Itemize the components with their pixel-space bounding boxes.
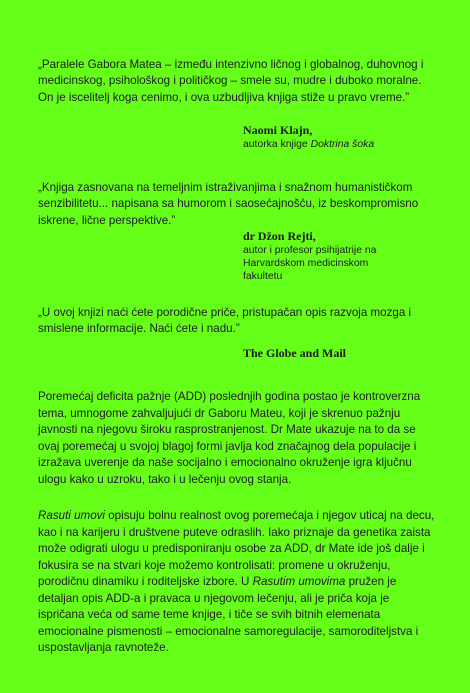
testimonial-quote-2: „Knjiga zasnovana na temeljnim istraživanjima i snažnom humanističkom senzibilitetu... napisana sa humorom i saosećajnošću, iz beskompromisno iskrene, lične perspektive.” — [38, 181, 419, 227]
testimonial-attribution-2 — [243, 229, 443, 284]
testimonial-quote-3: „U ovoj knjizi naći ćete porodične priče, pristupačan opis razvoja mozga i smislene informacije. Naći ćete i nadu.” — [38, 306, 412, 336]
book-title: Rasuti umovi — [38, 509, 106, 522]
testimonial-source-name: The Globe and Mail — [243, 346, 347, 360]
testimonial-quote-1: „Paralele Gabora Matea – između intenzivno ličnog i globalnog, duhovnog i medicinskog, psihološkog i političkog – smele su, mudre i duboko moralne. On je iscelitelj koga cenimo, i ova uzbudljiva knjiga stiže u pravo vreme.” — [38, 58, 424, 104]
testimonial-author-role — [243, 138, 443, 151]
description-paragraph-1: Poremećaj deficita pažnje (ADD) poslednjih godina postao je kontroverzna tema, umnogome zahvaljujući dr Gaboru Mateu, koji je skrenuo pažnju javnosti na njegovu široku rasprostranjenost. Dr Mate ukazuje na to da se ovaj poremećaj u svojoj blagoj formi javlja kod značajnog dela populacije i izražava uverenje da naše socijalno i emocionalno okruženje igra ključnu ulogu kako u uzroku, tako i u lečenju ovog stanja. — [38, 390, 421, 486]
book-title: Doktrina šoka — [310, 139, 375, 150]
paragraph-text: pružen je detaljan opis ADD-a i pravaca u njegovom lečenju, ali je priča koja je ispričana veća od same teme knjige, i tiče se svih bitnih elemenata emocionalne pismenosti – emocionalne samoregulacije, samoroditeljstva i uspostavljanja ravnoteže. — [38, 575, 419, 654]
testimonial-author-role: autor i profesor psihijatrije na Harvardskom medicinskom fakultetu — [243, 245, 377, 283]
testimonial-attribution-1 — [243, 123, 443, 151]
testimonial-author-name: dr Džon Rejti, — [243, 229, 316, 243]
testimonial-attribution-3 — [243, 346, 443, 361]
testimonial-author-name: Naomi Klajn, — [243, 123, 313, 137]
author-role-text: autorka knjige — [243, 139, 311, 150]
book-title: Rasutim umovima — [252, 575, 346, 588]
description-paragraph-2 — [38, 508, 438, 657]
paragraph-text: opisuju bolnu realnost ovog poremećaja i njegov uticaj na decu, kao i na karijeru i društvene puteve odraslih. Iako priznaje da genetika zaista može odigrati ulogu u predisponiranju osobe za ADD, dr Mate ide još dalje i fokusira se na stvari koje možemo kontrolisati: promene u okruženju, porodičnu dinamiku i roditeljske izbore. U — [38, 509, 435, 588]
